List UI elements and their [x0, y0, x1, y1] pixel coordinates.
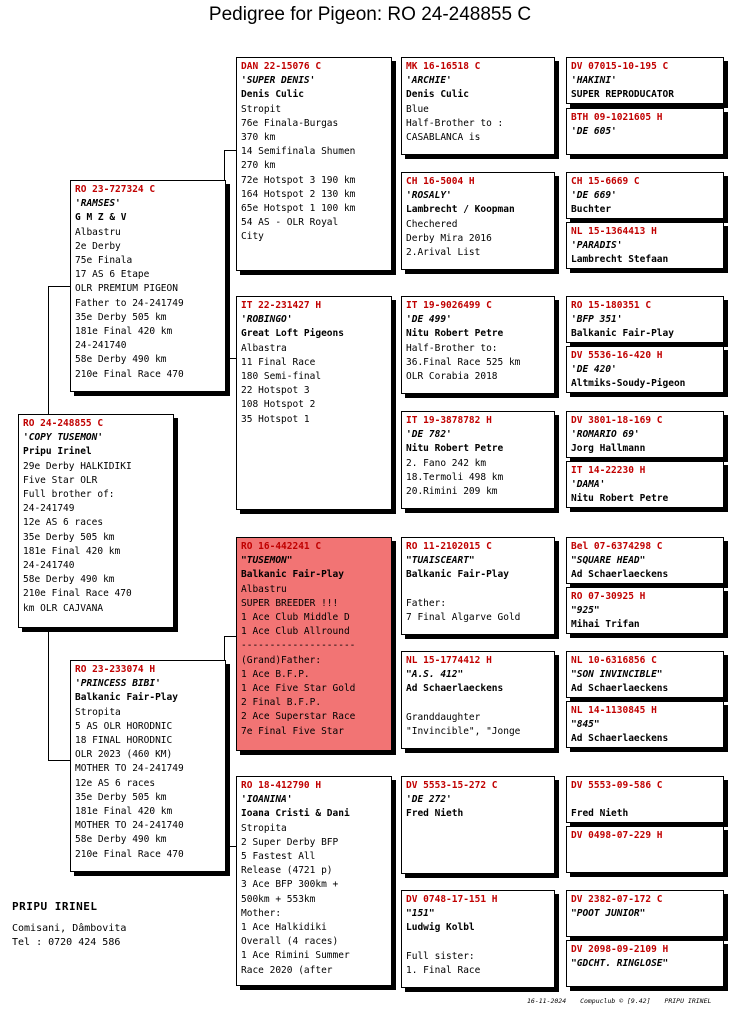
connector-line [48, 286, 70, 287]
connector-line [48, 760, 70, 761]
info-line: Release (4721 p) [241, 865, 333, 877]
breeder-phone: Tel : 0720 424 586 [12, 937, 121, 948]
ring-number: CH 15-6669 C [571, 176, 640, 187]
info-line: 210e Final Race 470 [23, 588, 132, 600]
pedigree-box-great-grandparent[interactable] [566, 296, 724, 343]
pedigree-box-sds[interactable] [401, 296, 555, 394]
pigeon-name: 'DE 499' [406, 314, 452, 326]
ring-number: RO 11-2102015 C [406, 541, 492, 552]
pigeon-name: 'DAMA' [571, 479, 606, 491]
info-line: Stropit [241, 103, 282, 115]
owner: Balkanic Fair-Play [571, 328, 674, 340]
pedigree-box-great-grandparent[interactable] [566, 940, 724, 987]
info-line: OLR Corabia 2018 [406, 371, 498, 383]
info-line: 108 Hotspot 2 [241, 399, 316, 411]
owner: Denis Culic [406, 89, 469, 101]
info-line: Full sister: [406, 950, 475, 962]
info-line: Half-Brother to : [406, 117, 504, 129]
owner: Ad Schaerlaeckens [571, 569, 669, 581]
pigeon-name: "SON INVINCIBLE" [571, 669, 663, 681]
ring-number: IT 19-3878782 H [406, 415, 492, 426]
pigeon-name: 'DE 420' [571, 364, 617, 376]
info-line: Full brother of: [23, 489, 115, 501]
pedigree-box-great-grandparent[interactable] [566, 651, 724, 698]
connector-line [224, 636, 236, 637]
info-line: 18 FINAL HORODNIC [75, 735, 173, 747]
info-line: 24-241749 [23, 503, 75, 515]
owner: Great Loft Pigeons [241, 328, 344, 340]
info-line: 35e Derby 505 km [75, 311, 167, 323]
pedigree-box-great-grandparent[interactable] [566, 172, 724, 219]
owner: Lambrecht / Koopman [406, 204, 515, 216]
pedigree-box-dsd[interactable] [401, 651, 555, 749]
ring-number: Bel 07-6374298 C [571, 541, 663, 552]
owner: Nitu Robert Petre [571, 493, 669, 505]
pedigree-box-subject[interactable] [18, 414, 174, 628]
pigeon-name: "TUAISCEART" [406, 555, 475, 567]
pigeon-name: 'DE 272' [406, 794, 452, 806]
pedigree-box-dam[interactable] [70, 660, 226, 872]
info-line: 58e Derby 490 km [75, 834, 167, 846]
pigeon-name: 'HAKINI' [571, 75, 617, 87]
ring-number: RO 15-180351 C [571, 300, 652, 311]
info-line: 29e Derby HALKIDIKI [23, 460, 132, 472]
owner: Balkanic Fair-Play [406, 569, 509, 581]
spacer [406, 697, 550, 711]
info-line: Chechered [406, 218, 458, 230]
ring-number: DV 0748-17-151 H [406, 894, 498, 905]
pigeon-name: "925" [571, 605, 600, 617]
pigeon-name: 'ROSALY' [406, 190, 452, 202]
pedigree-box-ddd[interactable] [401, 890, 555, 988]
owner: Balkanic Fair-Play [241, 569, 344, 581]
owner: Nitu Robert Petre [406, 443, 504, 455]
info-line: 180 Semi-final [241, 371, 322, 383]
pigeon-name: "845" [571, 719, 600, 731]
info-line: 58e Derby 490 km [23, 574, 115, 586]
info-line: 370 km [241, 132, 276, 144]
info-line: km OLR CAJVANA [23, 602, 104, 614]
pedigree-box-ssd[interactable] [401, 172, 555, 270]
ring-number: DV 5553-09-586 C [571, 780, 663, 791]
pedigree-box-dam-dam[interactable] [236, 776, 392, 986]
info-line: 2 Super Derby BFP [241, 836, 339, 848]
info-line: 2 Final B.F.P. [241, 697, 322, 709]
info-line: SUPER BREEDER !!! [241, 597, 339, 609]
info-line: 1 Ace Five Star Gold [241, 683, 356, 695]
pigeon-name: 'SUPER DENIS' [241, 75, 316, 87]
info-line: 12e AS 6 races [23, 517, 104, 529]
ring-number: DV 3801-18-169 C [571, 415, 663, 426]
info-line: 181e Final 420 km [75, 326, 173, 338]
info-line: 1 Ace B.F.P. [241, 668, 310, 680]
pigeon-name: 'COPY TUSEMON' [23, 432, 104, 444]
ring-number: DV 5553-15-272 C [406, 780, 498, 791]
info-line: 1. Final Race [406, 964, 481, 976]
pedigree-box-great-grandparent[interactable] [566, 537, 724, 584]
info-line: 1 Ace Halkidiki [241, 922, 327, 934]
ring-number: IT 19-9026499 C [406, 300, 492, 311]
info-line: 24-241740 [75, 340, 127, 352]
pedigree-box-sdd[interactable] [401, 411, 555, 509]
owner: Buchter [571, 204, 612, 216]
pedigree-box-great-grandparent[interactable] [566, 826, 724, 873]
info-line: 1 Ace Club Allround [241, 626, 350, 638]
info-line: 5 Fastest All [241, 851, 316, 863]
info-line: Mother: [241, 907, 282, 919]
ring-number: DV 2098-09-2109 H [571, 944, 669, 955]
pigeon-name: "GDCHT. RINGLOSE" [571, 958, 669, 970]
ring-number: RO 18-412790 H [241, 780, 322, 791]
owner: Fred Nieth [571, 808, 629, 820]
info-line: 54 AS - OLR Royal [241, 217, 339, 229]
owner: Nitu Robert Petre [406, 328, 504, 340]
info-line: 14 Semifinala Shumen [241, 146, 356, 158]
owner: Balkanic Fair-Play [75, 692, 178, 704]
owner: Mihai Trifan [571, 619, 640, 631]
info-line: Stropita [75, 706, 121, 718]
pedigree-box-sire[interactable] [70, 180, 226, 392]
footer-user: PRIPU IRINEL [664, 997, 712, 1005]
info-line: 12e AS 6 races [75, 777, 156, 789]
pedigree-box-great-grandparent[interactable] [566, 701, 724, 748]
ring-number: NL 15-1774412 H [406, 655, 492, 666]
info-line: 65e Hotspot 1 100 km [241, 203, 356, 215]
info-line: 35e Derby 505 km [75, 791, 167, 803]
ring-number: RO 16-442241 C [241, 541, 322, 552]
pigeon-name: 'PARADIS' [571, 240, 623, 252]
connector-line [224, 150, 236, 151]
ring-number: DV 5536-16-420 H [571, 350, 663, 361]
info-line: (Grand)Father: [241, 654, 322, 666]
pigeon-name: "POOT JUNIOR" [571, 908, 646, 920]
owner: Pripu Irinel [23, 446, 92, 458]
ring-number: DAN 22-15076 C [241, 61, 322, 72]
info-line: 58e Derby 490 km [75, 354, 167, 366]
info-line: 1 Ace Rimini Summer [241, 950, 350, 962]
info-line: OLR 2023 (460 KM) [75, 749, 173, 761]
ring-number: NL 14-1130845 H [571, 705, 657, 716]
footer-date: 16-11-2024 [527, 997, 567, 1005]
spacer [571, 793, 719, 807]
info-line: 2 Ace Superstar Race [241, 711, 356, 723]
pigeon-name: 'DE 782' [406, 429, 452, 441]
info-line: 22 Hotspot 3 [241, 385, 310, 397]
owner: Ad Schaerlaeckens [406, 683, 504, 695]
owner: Ioana Cristi & Dani [241, 808, 350, 820]
owner: Ad Schaerlaeckens [571, 683, 669, 695]
info-line: Stropita [241, 822, 287, 834]
owner: Altmiks-Soudy-Pigeon [571, 378, 686, 390]
info-line: 24-241740 [23, 560, 75, 572]
info-line: 72e Hotspot 3 190 km [241, 174, 356, 186]
ring-number: IT 14-22230 H [571, 465, 646, 476]
owner: Lambrecht Stefaan [571, 254, 669, 266]
info-line: 164 Hotspot 2 130 km [241, 188, 356, 200]
info-line: 1 Ace Club Middle D [241, 612, 350, 624]
pigeon-name: 'PRINCESS BIBI' [75, 678, 161, 690]
pedigree-box-great-grandparent[interactable] [566, 411, 724, 458]
pigeon-name: "A.S. 412" [406, 669, 464, 681]
pedigree-box-sire-sire[interactable] [236, 57, 392, 271]
connector-line [48, 286, 49, 414]
pigeon-name: 'ROMARIO 69' [571, 429, 640, 441]
ring-number: NL 15-1364413 H [571, 226, 657, 237]
info-line: 3 Ace BFP 300km + [241, 879, 339, 891]
info-line: Albastru [241, 583, 287, 595]
pedigree-box-great-grandparent[interactable] [566, 57, 724, 104]
owner: SUPER REPRODUCATOR [571, 89, 674, 101]
info-line: -------------------- [241, 640, 356, 652]
breeder-address: Comisani, Dâmbovita [12, 923, 127, 934]
info-line: 35 Hotspot 1 [241, 413, 310, 425]
pedigree-box-dam-sire[interactable] [236, 537, 392, 751]
info-line: Father to 24-241749 [75, 297, 184, 309]
footer [527, 997, 721, 1005]
owner: G M Z & V [75, 212, 127, 224]
info-line: Blue [406, 103, 429, 115]
pedigree-box-great-grandparent[interactable] [566, 108, 724, 155]
ring-number: RO 07-30925 H [571, 591, 646, 602]
page-title: Pedigree for Pigeon: RO 24-248855 C [208, 4, 532, 25]
owner: Denis Culic [241, 89, 304, 101]
pedigree-box-great-grandparent[interactable] [566, 222, 724, 269]
ring-number: DV 0498-07-229 H [571, 830, 663, 841]
pigeon-name: 'RAMSES' [75, 198, 121, 210]
pigeon-name: "SQUARE HEAD" [571, 555, 646, 567]
footer-software: Compuclub © [9.42] [580, 997, 651, 1005]
pigeon-name: 'ROBINGO' [241, 314, 293, 326]
pedigree-box-sire-dam[interactable] [236, 296, 392, 510]
pedigree-box-dds[interactable] [401, 776, 555, 874]
info-line: MOTHER TO 24-241749 [75, 763, 184, 775]
info-line: Race 2020 (after [241, 964, 333, 976]
info-line: 11 Final Race [241, 356, 316, 368]
pigeon-name: 'ARCHIE' [406, 75, 452, 87]
spacer [406, 583, 550, 597]
ring-number: CH 16-5004 H [406, 176, 475, 187]
info-line: 36.Final Race 525 km [406, 356, 521, 368]
pigeon-name: "151" [406, 908, 435, 920]
breeder-name: PRIPU IRINEL [12, 900, 98, 913]
pedigree-box-great-grandparent[interactable] [566, 587, 724, 634]
info-line: Overall (4 races) [241, 936, 339, 948]
info-line: Derby Mira 2016 [406, 232, 492, 244]
info-line: 20.Rimini 209 km [406, 486, 498, 498]
info-line: 2e Derby [75, 240, 121, 252]
info-line: 210e Final Race 470 [75, 848, 184, 860]
owner: Ludwig Kolbl [406, 922, 475, 934]
owner: Ad Schaerlaeckens [571, 733, 669, 745]
info-line: "Invincible", "Jonge [406, 725, 521, 737]
info-line: Five Star OLR [23, 474, 98, 486]
info-line: 210e Final Race 470 [75, 368, 184, 380]
info-line: 270 km [241, 160, 276, 172]
ring-number: IT 22-231427 H [241, 300, 322, 311]
info-line: MOTHER TO 24-241740 [75, 820, 184, 832]
info-line: 181e Final 420 km [75, 806, 173, 818]
info-line: 181e Final 420 km [23, 545, 121, 557]
owner: Jorg Hallmann [571, 443, 646, 455]
info-line: Half-Brother to: [406, 342, 498, 354]
info-line: 500km + 553km [241, 893, 316, 905]
ring-number: MK 16-16518 C [406, 61, 481, 72]
pedigree-box-great-grandparent[interactable] [566, 346, 724, 393]
info-line: 35e Derby 505 km [23, 531, 115, 543]
pedigree-box-great-grandparent[interactable] [566, 461, 724, 508]
info-line: 5 AS OLR HORODNIC [75, 720, 173, 732]
pigeon-name: 'BFP 351' [571, 314, 623, 326]
pigeon-name: "TUSEMON" [241, 555, 293, 567]
ring-number: BTH 09-1021605 H [571, 112, 663, 123]
pedigree-box-sss[interactable] [401, 57, 555, 155]
ring-number: RO 23-727324 C [75, 184, 156, 195]
owner: Fred Nieth [406, 808, 464, 820]
pedigree-box-great-grandparent[interactable] [566, 890, 724, 937]
pedigree-box-great-grandparent[interactable] [566, 776, 724, 823]
pigeon-name: 'DE 669' [571, 190, 617, 202]
info-line: Granddaughter [406, 711, 481, 723]
info-line: 18.Termoli 498 km [406, 471, 504, 483]
ring-number: DV 07015-10-195 C [571, 61, 669, 72]
pigeon-name: 'IOANINA' [241, 794, 293, 806]
info-line: CASABLANCA is [406, 132, 481, 144]
ring-number: RO 23-233074 H [75, 664, 156, 675]
info-line: Albastru [75, 226, 121, 238]
breeder-info [12, 900, 126, 950]
info-line: 76e Finala-Burgas [241, 117, 339, 129]
info-line: City [241, 231, 264, 243]
ring-number: NL 10-6316856 C [571, 655, 657, 666]
info-line: 75e Finala [75, 255, 133, 267]
info-line: 17 AS 6 Etape [75, 269, 150, 281]
ring-number: RO 24-248855 C [23, 418, 104, 429]
info-line: Albastra [241, 342, 287, 354]
pedigree-box-dss[interactable] [401, 537, 555, 635]
spacer [406, 936, 550, 950]
pigeon-name: 'DE 605' [571, 126, 617, 138]
ring-number: DV 2382-07-172 C [571, 894, 663, 905]
connector-line [48, 628, 49, 760]
info-line: OLR PREMIUM PIGEON [75, 283, 178, 295]
info-line: 2. Fano 242 km [406, 457, 487, 469]
info-line: 2.Arival List [406, 247, 481, 259]
info-line: Father: [406, 597, 447, 609]
info-line: 7e Final Five Star [241, 725, 344, 737]
info-line: 7 Final Algarve Gold [406, 611, 521, 623]
